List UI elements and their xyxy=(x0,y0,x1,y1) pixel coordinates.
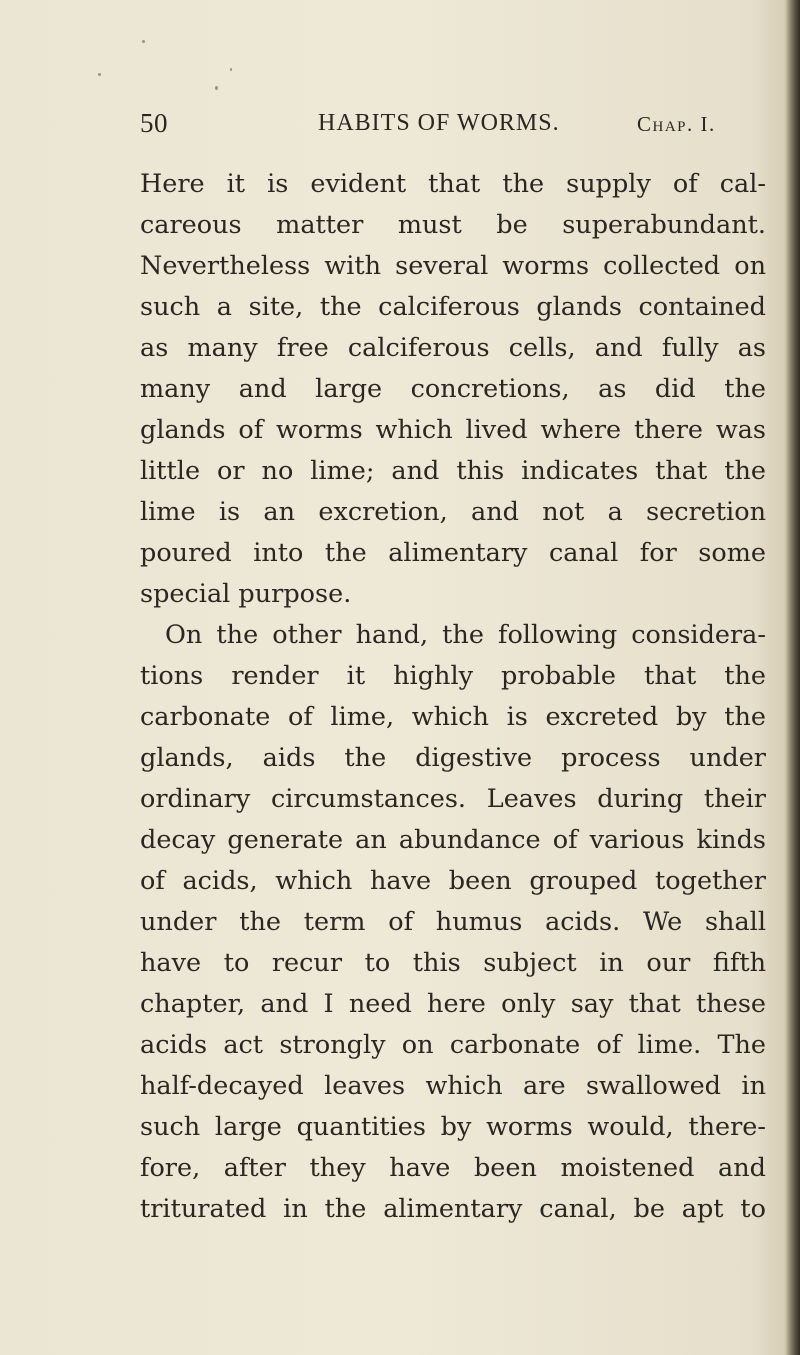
text-line: decay generate an abundance of various kinds xyxy=(140,825,766,855)
text-line: acids act strongly on carbonate of lime. The xyxy=(140,1030,766,1060)
text-line: glands of worms which lived where there was xyxy=(140,415,766,445)
text-line: triturated in the alimentary canal, be apt to xyxy=(140,1194,766,1224)
text-line: special purpose. xyxy=(140,579,352,609)
text-line: many and large concretions, as did the xyxy=(140,374,766,404)
paper-speck xyxy=(230,68,232,71)
text-line: little or no lime; and this indicates that the xyxy=(140,456,766,486)
text-line: of acids, which have been grouped together xyxy=(140,866,766,896)
body-text xyxy=(140,164,766,1230)
text-line: half-decayed leaves which are swallowed in xyxy=(140,1071,766,1101)
text-line: tions render it highly probable that the xyxy=(140,661,766,691)
text-line: ordinary circumstances. Leaves during their xyxy=(140,784,766,814)
text-line: glands, aids the digestive process under xyxy=(140,743,766,773)
text-line: lime is an excretion, and not a secretion xyxy=(140,497,766,527)
text-line: such large quantities by worms would, there- xyxy=(140,1112,766,1142)
chapter-label: Chap. I. xyxy=(637,112,716,136)
binding-edge xyxy=(786,0,800,1355)
text-line: Nevertheless with several worms collected on xyxy=(140,251,766,281)
text-line: carbonate of lime, which is excreted by the xyxy=(140,702,766,732)
text-line: under the term of humus acids. We shall xyxy=(140,907,766,937)
text-line: such a site, the calciferous glands contained xyxy=(140,292,766,322)
text-line: as many free calciferous cells, and fully as xyxy=(140,333,766,363)
paper-speck xyxy=(98,73,101,76)
paper-speck xyxy=(142,40,145,43)
page-number: 50 xyxy=(140,108,168,138)
text-line: have to recur to this subject in our fifth xyxy=(140,948,766,978)
running-header xyxy=(140,108,765,142)
text-line: poured into the alimentary canal for some xyxy=(140,538,766,568)
text-line: On the other hand, the following considera- xyxy=(165,620,766,650)
running-title: HABITS OF WORMS. xyxy=(318,110,560,136)
text-line: chapter, and I need here only say that these xyxy=(140,989,766,1019)
text-line: careous matter must be superabundant. xyxy=(140,210,766,240)
text-line: Here it is evident that the supply of cal- xyxy=(140,169,766,199)
text-line: fore, after they have been moistened and xyxy=(140,1153,766,1183)
paper-speck xyxy=(215,86,218,90)
